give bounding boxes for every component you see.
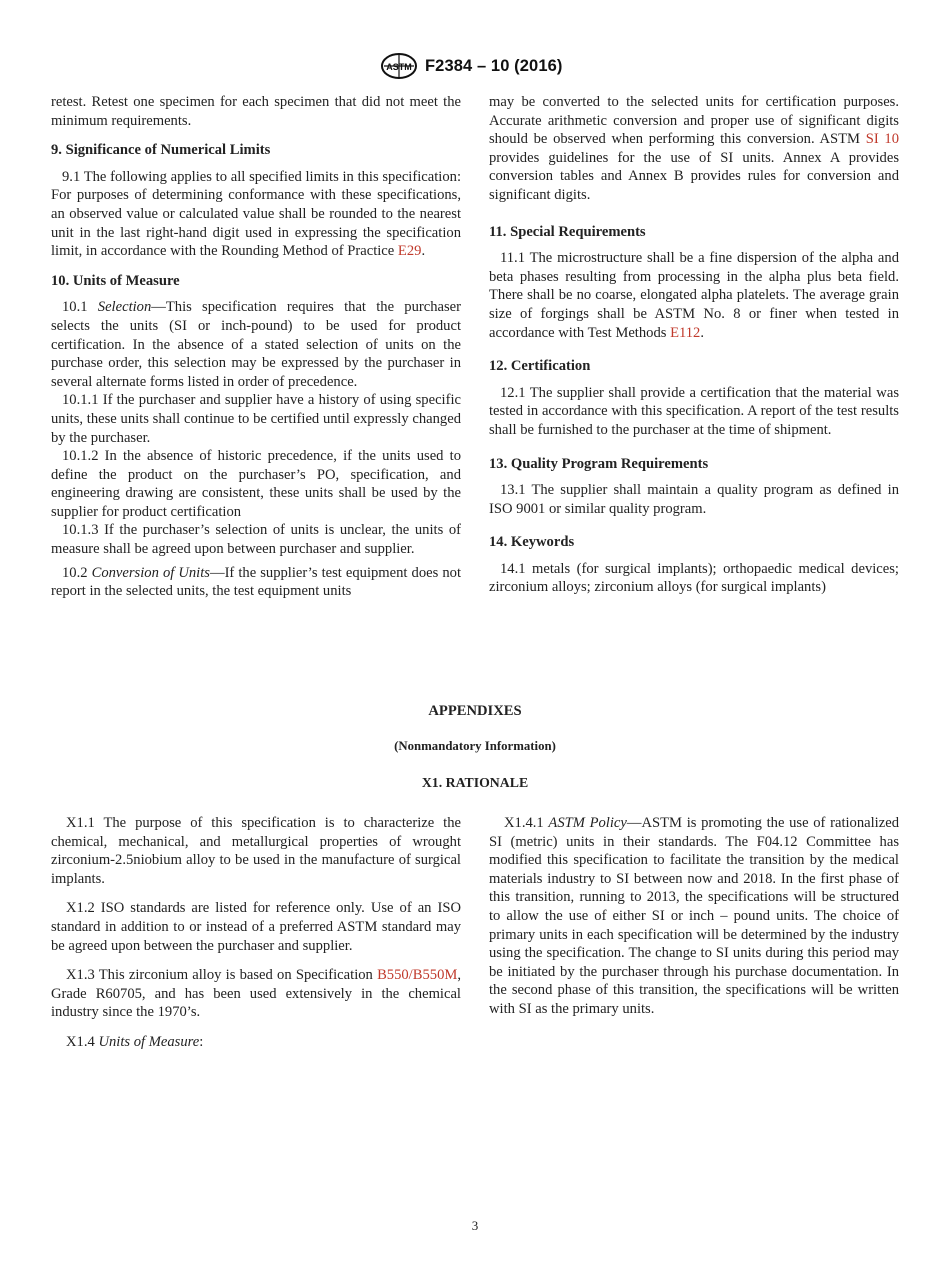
appendix-right-column [489,814,899,1019]
number-10-1: 10.1 [62,299,98,316]
paragraph-retest: retest. Retest one specimen for each specimen that did not meet the minimum requirements. [51,94,461,129]
paragraph-11-1 [489,249,899,342]
appendixes-title: APPENDIXES [428,703,522,719]
text-10-2: —If the supplier’s test equipment does not report in the selected units, the test equipment units [51,564,461,600]
paragraph-10-1 [51,298,461,391]
heading-section-9: 9. Significance of Numerical Limits [51,142,271,159]
paragraph-10-1-2: 10.1.2 In the absence of historic precedence, if the units used to define the product on the purchaser’s PO, specification, and engineering drawing are consistent, these units shall be used by the supplier for product certification [51,448,461,520]
document-id: F2384 – 10 (2016) [425,57,563,75]
rationale-title: X1. RATIONALE [421,775,529,790]
link-b550-b550m[interactable]: B550/B550M [377,967,458,984]
number-x1-4: X1.4 [66,1033,99,1050]
text-11-1-end: . [700,324,704,341]
page-header [0,52,950,82]
text-9-1-end: . [421,243,426,260]
text-x1-4-1: —ASTM is promoting the use of rationalized SI (metric) units in their standards. The F04.12 Committee has modified this specification to facilitate the transition by the medical materials industry to SI between now and 2018. In the first phase of this transition, running to 2013, the specifications will be structured to allow the use of either SI or inch – pound units. The choice of primary units in each specification will be determined by the industry using the specification. The change to SI units during this period may be initiated by the purchaser through his purchase documentation. In the second phase of this transition, the specifications will be written with SI as the primary units. [489,815,899,1017]
link-e29[interactable]: E29 [397,243,422,260]
number-10-2: 10.2 [62,564,92,581]
paragraph-x1-1: X1.1 The purpose of this specification is to characterize the chemical, mechanical, and metallurgical properties of wrought zirconium-2.5niobium alloy to be used in the manufacture of surgical implants. [51,815,461,887]
right-column [489,93,899,597]
astm-logo-icon [380,52,418,80]
paragraph-9-1 [51,168,461,261]
text-9-1: 9.1 The following applies to all specified limits in this specification: For purposes of determining conformance with these specifications, an observed value or calculated value shall be rounded to the nearest unit in the last right-hand digit used in expressing the specification limit, in accordance with the Rounding Method of Practice [51,168,461,260]
paragraph-14-1: 14.1 metals (for surgical implants); orthopaedic medical devices; zirconium alloys; zirconium alloys (for surgical implants) [489,560,899,596]
heading-section-13: 13. Quality Program Requirements [489,455,709,472]
text-x1-3-end: , Grade R60705, and has been used extensively in the chemical industry since the 1970’s. [51,967,461,1021]
paragraph-10-2 [51,564,461,601]
link-si-10[interactable]: SI 10 [865,131,900,148]
text-continued: may be converted to the selected units for certification purposes. Accurate arithmetic conversion and proper use of significant digits should be observed when performing this conversion. ASTM [489,94,899,148]
term-selection: Selection [97,299,152,316]
page-number: 3 [471,1218,479,1233]
number-x1-4-1: X1.4.1 [504,815,549,831]
text-10-1: —This specification requires that the purchaser selects the units (SI or inch-pound) to be used for product certification. In the absence of a stated selection of units on the purchase order, this selection may be expressed by the purchaser in several alternate forms listed in order of precedence. [51,299,461,390]
heading-section-14: 14. Keywords [489,534,575,551]
paragraph-x1-3 [51,966,461,1022]
heading-section-11: 11. Special Requirements [489,223,646,240]
text-11-1: 11.1 The microstructure shall be a fine dispersion of the alpha and beta phases resulting from processing in the alpha plus beta field. There shall be no coarse, elongated alpha platelets. The average grain size of forgings shall be ASTM No. 8 or finer when tested in accordance with Test Methods [489,250,899,341]
nonmandatory-note: (Nonmandatory Information) [394,739,556,753]
term-astm-policy: ASTM Policy [548,815,627,831]
paragraph-13-1: 13.1 The supplier shall maintain a quality program as defined in ISO 9001 or similar quality program. [489,482,899,517]
heading-section-10: 10. Units of Measure [51,272,180,289]
link-e112[interactable]: E112 [670,324,701,341]
paragraph-x1-4 [51,1033,461,1052]
heading-section-12: 12. Certification [489,358,591,375]
logo-text: ASTM [386,62,412,72]
left-column [51,93,461,601]
paragraph-x1-2: X1.2 ISO standards are listed for reference only. Use of an ISO standard in addition to or instead of a preferred ASTM standard may be agreed upon between the purchaser and supplier. [51,900,461,954]
text-continued-end: provides guidelines for the use of SI units. Annex A provides conversion tables and Annex B provides rules for conversion and significant digits. [489,149,899,203]
paragraph-x1-4-1 [489,814,899,1019]
text-x1-3: X1.3 This zirconium alloy is based on Specification [66,967,378,984]
paragraph-10-1-1: 10.1.1 If the purchaser and supplier have a history of using specific units, these units shall continue to be certified until expressly changed by the purchaser. [51,392,461,446]
term-conversion-of-units: Conversion of Units [91,564,210,581]
paragraph-10-1-3: 10.1.3 If the purchaser’s selection of units is unclear, the units of measure shall be agreed upon between purchaser and supplier. [51,522,461,558]
appendix-left-column [51,814,461,1052]
term-units-of-measure: Units of Measure [98,1033,200,1050]
paragraph-10-2-continued [489,93,899,205]
text-x1-4-end: : [199,1033,204,1050]
paragraph-12-1: 12.1 The supplier shall provide a certification that the material was tested in accordance with this specification. A report of the test results shall be furnished to the purchaser at the time of shipment. [489,384,899,438]
